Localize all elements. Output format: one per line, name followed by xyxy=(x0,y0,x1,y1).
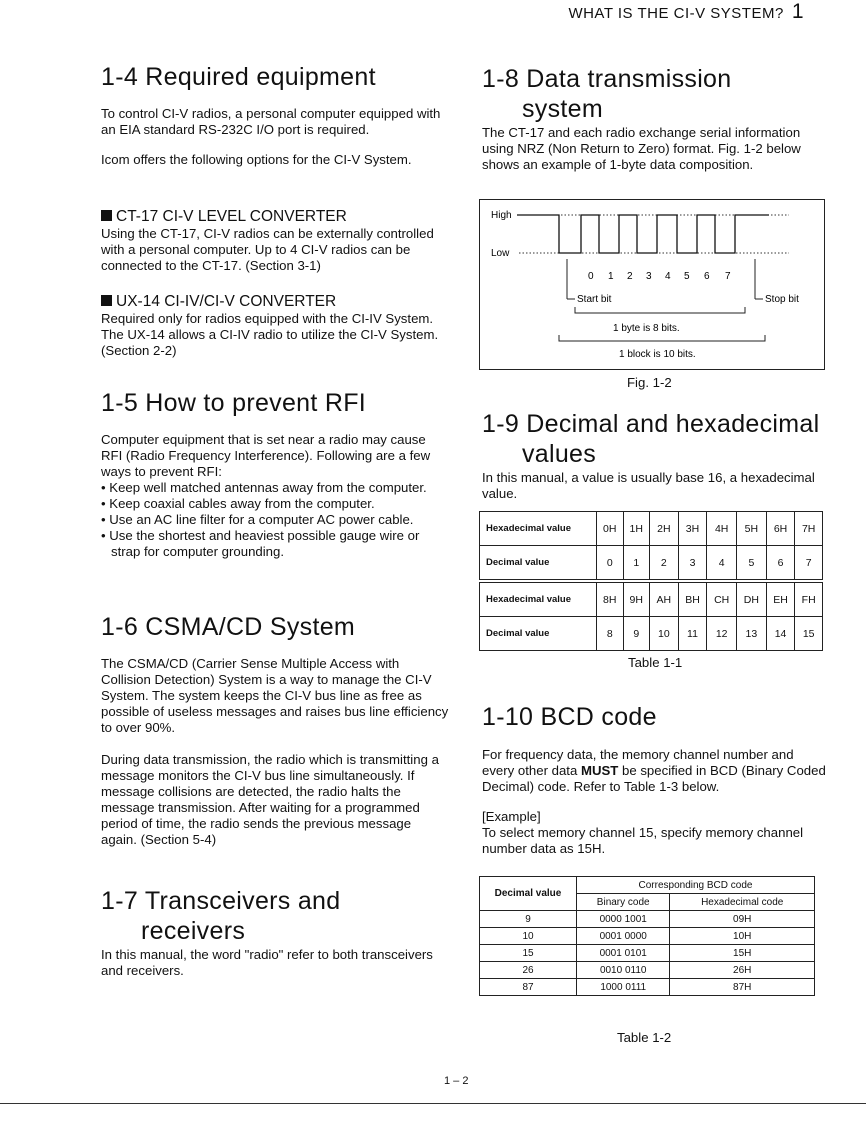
list-item: • Use an AC line filter for a computer AC power cable. xyxy=(101,512,414,527)
table-cell: 15H xyxy=(670,945,815,962)
ct17-description: Using the CT-17, CI-V radios can be externally controlled with a personal computer. Up to 4 CI-V radios can be connected to the CT-17. (Section 3-1) xyxy=(101,226,434,273)
page-number-footer: 1 – 2 xyxy=(444,1075,469,1087)
table-cell: 12 xyxy=(707,617,737,651)
table-cell: 4H xyxy=(707,512,737,546)
row-header: Hexadecimal value xyxy=(480,512,597,546)
section-1-7-body: In this manual, the word "radio" refer to both transceivers and receivers. xyxy=(101,947,433,978)
table-cell: 9 xyxy=(480,911,577,928)
table-cell: AH xyxy=(650,583,679,617)
page-header xyxy=(568,0,804,24)
title-line: 1-8 Data transmission xyxy=(482,65,732,93)
nrz-timing-diagram xyxy=(479,199,825,370)
paragraph: The CSMA/CD (Carrier Sense Multiple Access with Collision Detection) System is a way to manage the CI-V System. The system keeps the CI-V bus line as free as possible of useless messages and raises bus line efficiency to over 90%. xyxy=(101,656,449,735)
paragraph xyxy=(482,747,828,795)
text-run: For frequency data, the memory channel number and every other data xyxy=(482,747,794,778)
emphasis-text: MUST xyxy=(580,763,619,778)
table-cell: 0 xyxy=(597,546,624,580)
square-bullet-icon xyxy=(101,210,112,221)
start-bit-label: Start bit xyxy=(577,294,612,305)
table-cell: 26H xyxy=(670,962,815,979)
text-run: be specified in BCD (Binary Coded Decimal) code. Refer to Table 1-3 below. xyxy=(482,763,826,794)
subheading-text: CT-17 CI-V LEVEL CONVERTER xyxy=(116,208,347,225)
table-cell: 10H xyxy=(670,928,815,945)
figure-caption: Fig. 1-2 xyxy=(627,375,672,390)
table-cell: 2H xyxy=(650,512,679,546)
table-cell: 14 xyxy=(766,617,795,651)
section-title-1-4: 1-4 Required equipment xyxy=(101,63,376,91)
list-item: • Use the shortest and heaviest possible gauge wire or strap for computer grounding. xyxy=(101,528,420,559)
title-line: 1-7 Transceivers and xyxy=(101,887,341,915)
table-cell: FH xyxy=(795,583,823,617)
section-1-9-body: In this manual, a value is usually base 16, a hexadecimal value. xyxy=(482,470,815,501)
table-cell: 0H xyxy=(597,512,624,546)
title-line: 1-9 Decimal and hexadecimal xyxy=(482,410,820,438)
header-title: WHAT IS THE CI-V SYSTEM? xyxy=(568,5,784,22)
section-title-1-7 xyxy=(101,886,340,946)
list-item: • Keep well matched antennas away from the computer. xyxy=(101,480,427,495)
column-header: Corresponding BCD code xyxy=(577,877,815,894)
svg-text:0 1 2 3 4 xyxy=(588,271,731,282)
table-cell: 7 xyxy=(795,546,823,580)
table-cell: 5H xyxy=(737,512,767,546)
table-caption: Table 1-2 xyxy=(617,1030,672,1045)
section-1-6-body xyxy=(101,656,449,848)
table-cell: 09H xyxy=(670,911,815,928)
section-1-8-body: The CT-17 and each radio exchange serial information using NRZ (Non Return to Zero) format. Fig. 1-2 below shows an example of 1-byte data composition. xyxy=(482,125,801,172)
table-cell: BH xyxy=(678,583,707,617)
bit-label: 3 xyxy=(646,271,652,282)
bit-label: 4 xyxy=(665,271,671,282)
table-header-row xyxy=(480,877,815,894)
block-bracket xyxy=(559,335,765,341)
stop-bit-label: Stop bit xyxy=(765,294,799,305)
table-cell: 3 xyxy=(678,546,707,580)
square-bullet-icon xyxy=(101,295,112,306)
title-line: receivers xyxy=(141,917,246,945)
table-cell: 10 xyxy=(650,617,679,651)
section-1-4-body xyxy=(101,106,449,168)
block-label: 1 block is 10 bits. xyxy=(619,349,696,360)
table-row xyxy=(480,911,815,928)
section-title-1-10: 1-10 BCD code xyxy=(482,703,657,731)
table-cell: 6 xyxy=(766,546,795,580)
table-cell: DH xyxy=(737,583,767,617)
row-header: Decimal value xyxy=(480,617,597,651)
paragraph: Computer equipment that is set near a radio may cause RFI (Radio Frequency Interference). Following are a few ways to prevent RFI: xyxy=(101,432,431,479)
table-cell: 8 xyxy=(597,617,624,651)
table-cell: 8H xyxy=(597,583,624,617)
table-cell: 10 xyxy=(480,928,577,945)
table-cell: 0000 1001 xyxy=(577,911,670,928)
rfi-bullet-list xyxy=(101,480,449,560)
table-cell: 15 xyxy=(480,945,577,962)
example-text: To select memory channel 15, specify memory channel number data as 15H. xyxy=(482,825,804,856)
table-row xyxy=(480,962,815,979)
table-cell: 2 xyxy=(650,546,679,580)
section-title-1-5: 1-5 How to prevent RFI xyxy=(101,389,367,417)
title-line: system xyxy=(522,95,603,123)
section-title-1-8 xyxy=(482,64,731,124)
table-row xyxy=(480,512,823,546)
example-label: [Example] xyxy=(482,809,541,824)
table-cell: 6H xyxy=(766,512,795,546)
paragraph: To control CI-V radios, a personal computer equipped with an EIA standard RS-232C I/O port is required. xyxy=(101,106,441,137)
bcd-table xyxy=(479,876,815,996)
bit-label: 1 xyxy=(608,271,614,282)
section-1-10-body xyxy=(482,747,828,857)
footer-rule xyxy=(0,1103,866,1104)
ux14-description: Required only for radios equipped with the CI-IV System. The UX-14 allows a CI-IV radio to utilize the CI-V System. (Section 2-2) xyxy=(101,311,439,358)
paragraph: During data transmission, the radio which is transmitting a message monitors the CI-V bus line simultaneously. If message collisions are detected, the radio halts the message transmission. After waiting for a programmed period of time, the radio sends the previous message again. (Section 5-4) xyxy=(101,752,439,847)
low-label: Low xyxy=(491,248,510,259)
bit-label: 2 xyxy=(627,271,633,282)
table-caption: Table 1-1 xyxy=(628,655,683,670)
table-cell: 5 xyxy=(737,546,767,580)
table-cell: 15 xyxy=(795,617,823,651)
table-cell: 7H xyxy=(795,512,823,546)
bit-label: 0 xyxy=(588,271,594,282)
column-header: Decimal value xyxy=(480,877,577,911)
table-cell: 87 xyxy=(480,979,577,996)
title-line: values xyxy=(522,440,597,468)
table-row xyxy=(480,979,815,996)
table-cell: 0010 0110 xyxy=(577,962,670,979)
subheading-text: UX-14 CI-IV/CI-V CONVERTER xyxy=(116,293,337,310)
high-label: High xyxy=(491,210,512,221)
hex-decimal-table xyxy=(479,511,823,651)
header-page-number: 1 xyxy=(791,0,804,23)
table-row xyxy=(480,583,823,617)
subheading-ct17 xyxy=(101,208,347,225)
table-cell: CH xyxy=(707,583,737,617)
table-row xyxy=(480,546,823,580)
byte-bracket xyxy=(575,307,745,313)
table-cell: 0001 0000 xyxy=(577,928,670,945)
section-1-5-body xyxy=(101,432,449,560)
table-row xyxy=(480,617,823,651)
section-title-1-6: 1-6 CSMA/CD System xyxy=(101,613,356,641)
table-cell: 9 xyxy=(623,617,650,651)
paragraph: Icom offers the following options for the CI-V System. xyxy=(101,152,412,167)
table-cell: 13 xyxy=(737,617,767,651)
table-cell: 1 xyxy=(623,546,650,580)
table-cell: 0001 0101 xyxy=(577,945,670,962)
table-cell: 26 xyxy=(480,962,577,979)
table-cell: 1H xyxy=(623,512,650,546)
table-row xyxy=(480,928,815,945)
table-cell: 1000 0111 xyxy=(577,979,670,996)
row-header: Hexadecimal value xyxy=(480,583,597,617)
table-cell: 4 xyxy=(707,546,737,580)
row-header: Decimal value xyxy=(480,546,597,580)
table-cell: 9H xyxy=(623,583,650,617)
column-header: Hexadecimal code xyxy=(670,894,815,911)
table-row xyxy=(480,945,815,962)
table-cell: EH xyxy=(766,583,795,617)
table-cell: 3H xyxy=(678,512,707,546)
column-header: Binary code xyxy=(577,894,670,911)
table-cell: 87H xyxy=(670,979,815,996)
section-title-1-9 xyxy=(482,409,819,469)
table-cell: 11 xyxy=(678,617,707,651)
bit-label: 6 xyxy=(704,271,710,282)
figure-frame xyxy=(480,200,825,370)
nrz-waveform xyxy=(517,215,769,253)
list-item: • Keep coaxial cables away from the computer. xyxy=(101,496,375,511)
bit-label: 7 xyxy=(725,271,731,282)
bit-label: 5 xyxy=(684,271,690,282)
byte-label: 1 byte is 8 bits. xyxy=(613,323,680,334)
subheading-ux14 xyxy=(101,293,336,310)
